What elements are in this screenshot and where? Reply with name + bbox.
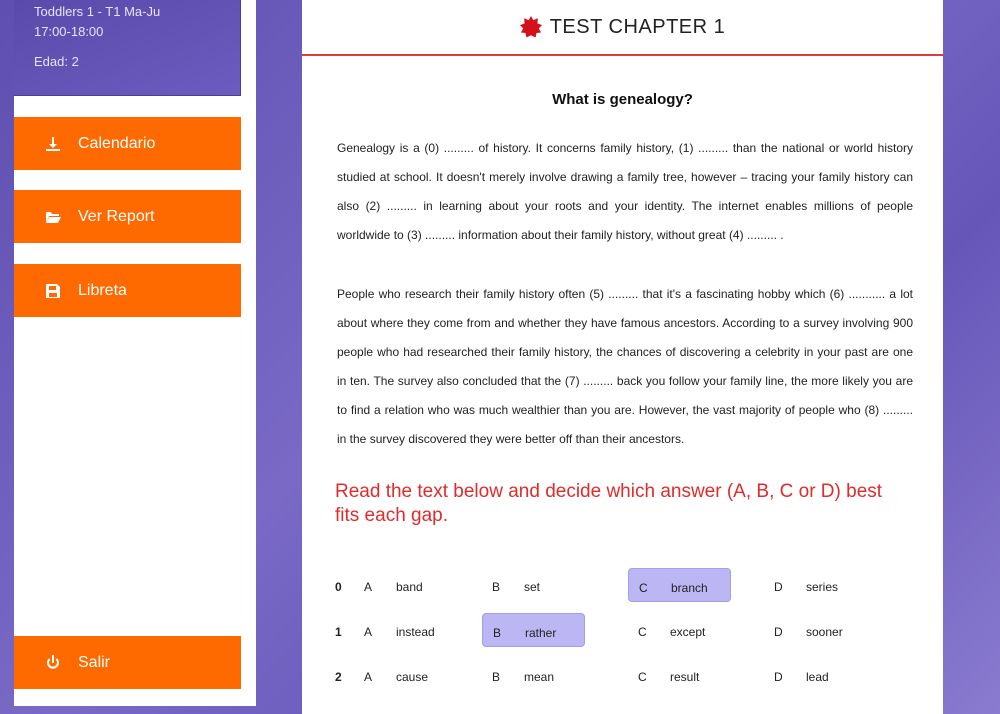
download-icon — [44, 135, 62, 153]
option-text: cause — [396, 670, 429, 684]
option-letter: D — [774, 625, 783, 639]
option-letter: B — [492, 580, 501, 594]
option-letter: B — [493, 626, 502, 640]
star-burst-icon — [520, 16, 542, 38]
profile-age: Edad: 2 — [34, 54, 79, 69]
answer-grid — [302, 568, 943, 703]
answer-row — [302, 613, 943, 658]
option-letter: A — [364, 625, 373, 639]
save-icon — [44, 282, 62, 300]
question-number: 0 — [335, 580, 342, 594]
option-letter: D — [774, 670, 783, 684]
option-text: except — [670, 625, 706, 639]
question-number: 2 — [335, 670, 342, 684]
option-text: instead — [396, 625, 435, 639]
ver-report-button[interactable] — [14, 190, 241, 243]
student-profile-card — [14, 0, 241, 96]
option-text: band — [396, 580, 423, 594]
document-title: TEST CHAPTER 1 — [549, 15, 726, 38]
option-a[interactable] — [354, 568, 464, 602]
libreta-label: Libreta — [78, 281, 127, 299]
option-text: rather — [525, 626, 557, 640]
option-letter: D — [774, 580, 783, 594]
sidebar — [14, 0, 256, 706]
folder-open-icon — [44, 208, 62, 226]
option-d[interactable] — [764, 658, 874, 692]
option-letter: A — [364, 580, 373, 594]
answer-row — [302, 568, 943, 613]
question-title: What is genealogy? — [552, 91, 693, 108]
power-icon — [44, 654, 62, 672]
option-text: lead — [806, 670, 829, 684]
test-document — [302, 0, 943, 714]
option-c[interactable] — [628, 613, 731, 647]
option-a[interactable] — [354, 613, 464, 647]
option-text: sooner — [806, 625, 843, 639]
option-text: result — [670, 670, 700, 684]
ver-report-label: Ver Report — [78, 207, 155, 225]
option-text: branch — [671, 581, 708, 595]
option-letter: A — [364, 670, 373, 684]
instructions: Read the text below and decide which answer (A, B, C or D) best fits each gap. — [335, 481, 883, 526]
option-b[interactable] — [482, 568, 585, 602]
document-header — [302, 0, 943, 56]
question-number: 1 — [335, 625, 342, 639]
libreta-button[interactable] — [14, 264, 241, 317]
option-a[interactable] — [354, 658, 464, 692]
passage-paragraph-1: Genealogy is a (0) ......... of history. It concerns family history, (1) ......... than the national or world history studied at school. It doesn't merely involve drawing a family tree, however – tracing your family history can also (2) ......... in learning about your roots and your identity. The internet enables millions of people worldwide to (3) ......... information about their family history, without great (4) ......... . — [337, 141, 913, 242]
option-d[interactable] — [764, 568, 874, 602]
option-b[interactable] — [482, 658, 585, 692]
passage-paragraph-2: People who research their family history often (5) ......... that it's a fascinating hobby which (6) ........... a lot about where they come from and whether they have famous ancestors. According to a survey involving 900 people who had researched their family history, the chances of discovering a celebrity in your past are one in ten. The survey also concluded that the (7) ......... back you follow your family line, the more likely you are to find a relation who was much wealthier than you are. However, the vast majority of people who (8) ......... in the survey discovered they were better off than their ancestors. — [337, 287, 913, 446]
option-letter: C — [638, 625, 647, 639]
profile-group: Toddlers 1 - T1 Ma-Ju — [34, 4, 161, 19]
option-letter: C — [639, 581, 648, 595]
option-c-selected[interactable] — [628, 568, 731, 602]
option-text: set — [524, 580, 541, 594]
calendario-label: Calendario — [78, 134, 156, 152]
salir-button[interactable] — [14, 636, 241, 689]
profile-schedule: 17:00-18:00 — [34, 24, 104, 39]
option-b-selected[interactable] — [482, 613, 585, 647]
option-letter: C — [638, 670, 647, 684]
option-text: series — [806, 580, 839, 594]
option-text: mean — [524, 670, 555, 684]
calendario-button[interactable] — [14, 117, 241, 170]
salir-label: Salir — [78, 653, 111, 671]
answer-row — [302, 658, 943, 703]
option-d[interactable] — [764, 613, 874, 647]
option-c[interactable] — [628, 658, 731, 692]
option-letter: B — [492, 670, 501, 684]
